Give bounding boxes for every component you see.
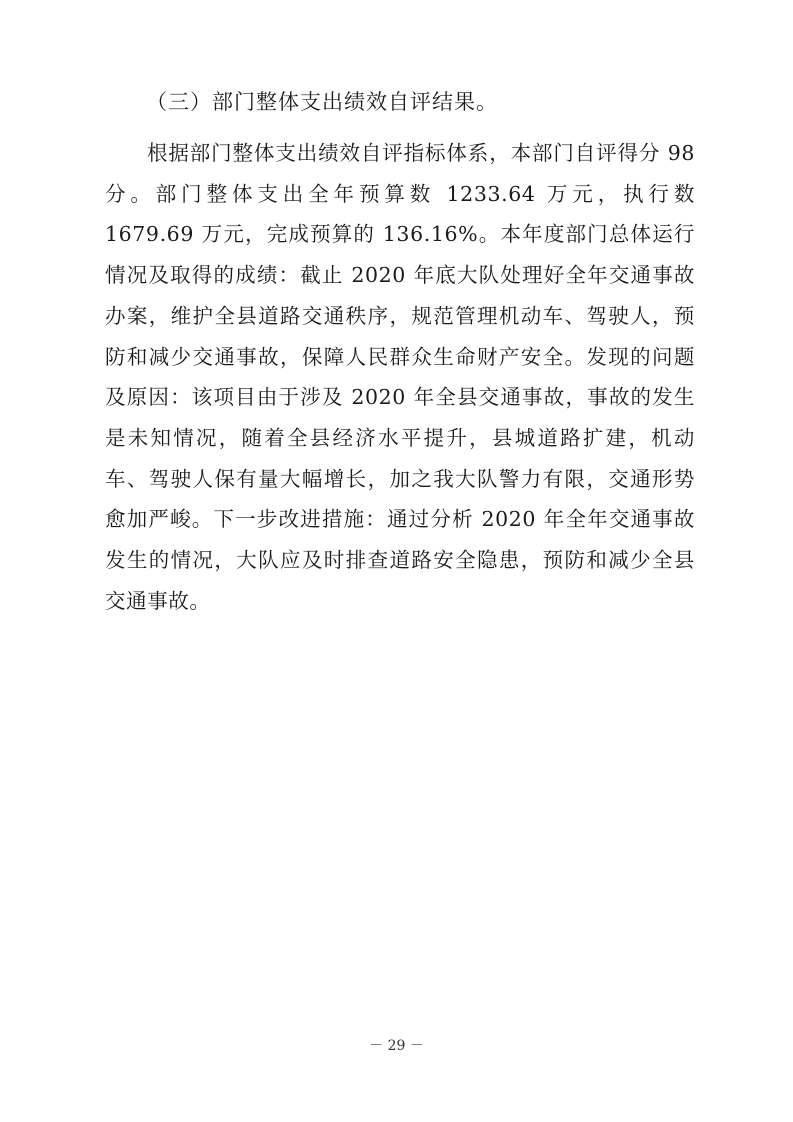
section-heading: （三）部门整体支出绩效自评结果。 <box>146 90 498 114</box>
body-paragraph: 根据部门整体支出绩效自评指标体系，本部门自评得分 98 分。部门整体支出全年预算数 1233.64 万元，执行数 1679.69 万元，完成预算的 136.16%。本年度部门总体运行情况及取得的成绩：截止 2020 年底大队处理好全年交通事故办案，维护全县道路交通秩序，规范管理机动车、驾驶人，预防和减少交通事故，保障人民群众生命财产安全。发现的问题及原因：该项目由于涉及 2020 年全县交通事故，事故的发生是未知情况，随着全县经济水平提升，县城道路扩建，机动车、驾驶人保有量大幅增长，加之我大队警力有限，交通形势愈加严峻。下一步改进措施：通过分析 2020 年全年交通事故发生的情况，大队应及时排查道路安全隐患，预防和减少全县交通事故。 <box>105 141 695 613</box>
page-number: － 29 － <box>369 1038 424 1054</box>
